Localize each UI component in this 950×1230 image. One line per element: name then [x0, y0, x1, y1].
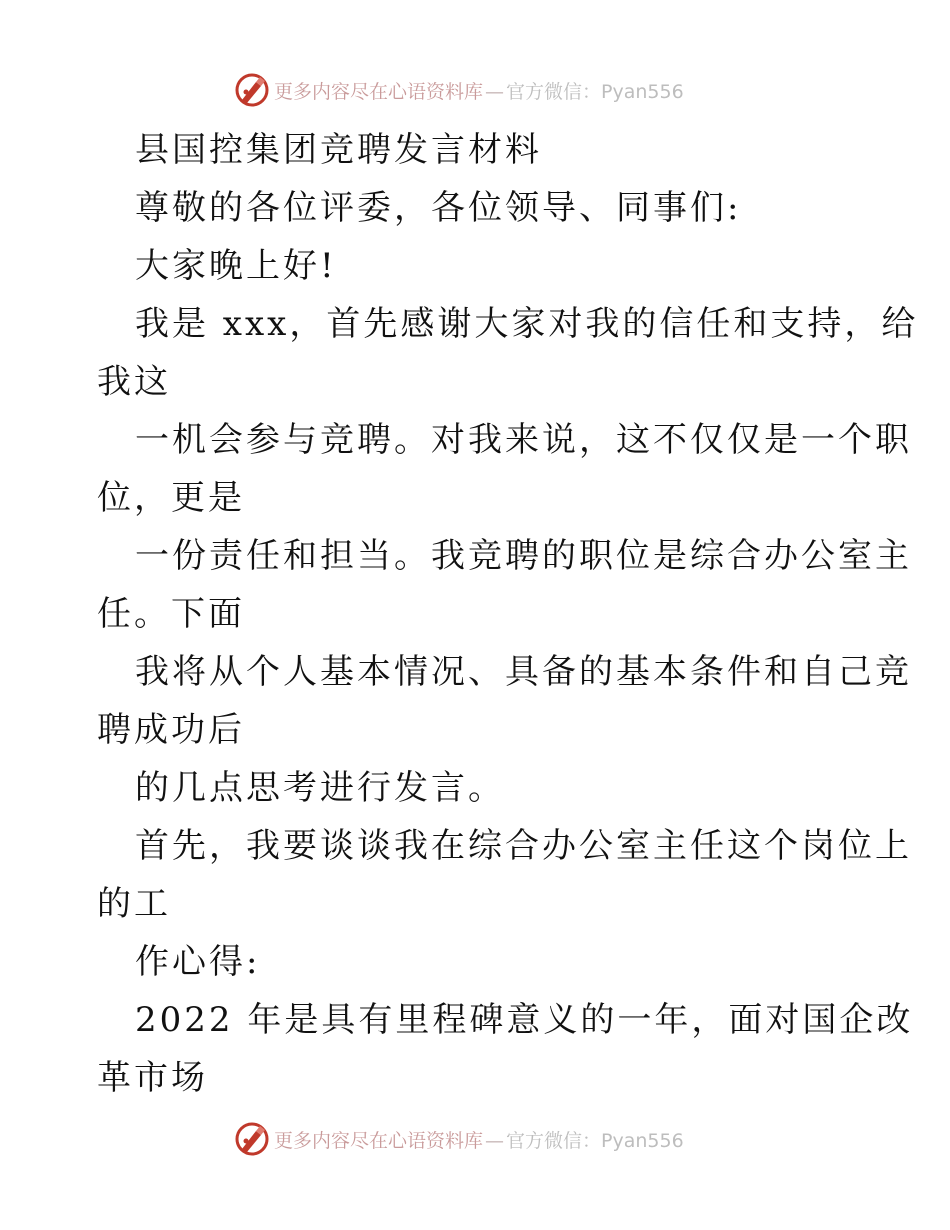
paragraph-line-wrap: 聘成功后: [97, 710, 245, 750]
paragraph-line: 的几点思考进行发言。: [135, 768, 505, 808]
greeting-line: 大家晚上好!: [135, 246, 337, 286]
paragraph-line-wrap: 的工: [97, 884, 171, 924]
header-contact-text: 官方微信：Pyan556: [506, 80, 684, 103]
paragraph-line: 一机会参与竞聘。对我来说，这不仅仅是一个职: [135, 420, 912, 460]
paragraph-line: 一份责任和担当。我竞聘的职位是综合办公室主: [135, 536, 912, 576]
paragraph-line-wrap: 任。下面: [97, 594, 245, 634]
footer-watermark-banner: [234, 1119, 684, 1159]
footer-separator: —: [485, 1129, 505, 1152]
header-separator: —: [485, 80, 505, 103]
paragraph-line: 作心得:: [135, 942, 261, 982]
header-brand-text: 更多内容尽在心语资料库: [274, 80, 484, 103]
paragraph-line-wrap: 位，更是: [97, 478, 245, 518]
pen-logo-icon: [234, 1121, 270, 1157]
paragraph-line: 我将从个人基本情况、具备的基本条件和自己竞: [135, 652, 912, 692]
paragraph-line-wrap: 我这: [97, 362, 171, 402]
paragraph-line: 2022 年是具有里程碑意义的一年，面对国企改: [135, 1000, 914, 1040]
document-title: 县国控集团竞聘发言材料: [135, 130, 542, 170]
footer-watermark-text: [274, 1126, 684, 1153]
paragraph-line: 我是 xxx，首先感谢大家对我的信任和支持，给: [135, 304, 919, 344]
footer-contact-text: 官方微信：Pyan556: [506, 1129, 684, 1152]
footer-brand-text: 更多内容尽在心语资料库: [274, 1129, 484, 1152]
paragraph-line: 首先，我要谈谈我在综合办公室主任这个岗位上: [135, 826, 912, 866]
salutation-line: 尊敬的各位评委，各位领导、同事们:: [135, 188, 742, 228]
paragraph-line-wrap: 革市场: [97, 1058, 208, 1098]
